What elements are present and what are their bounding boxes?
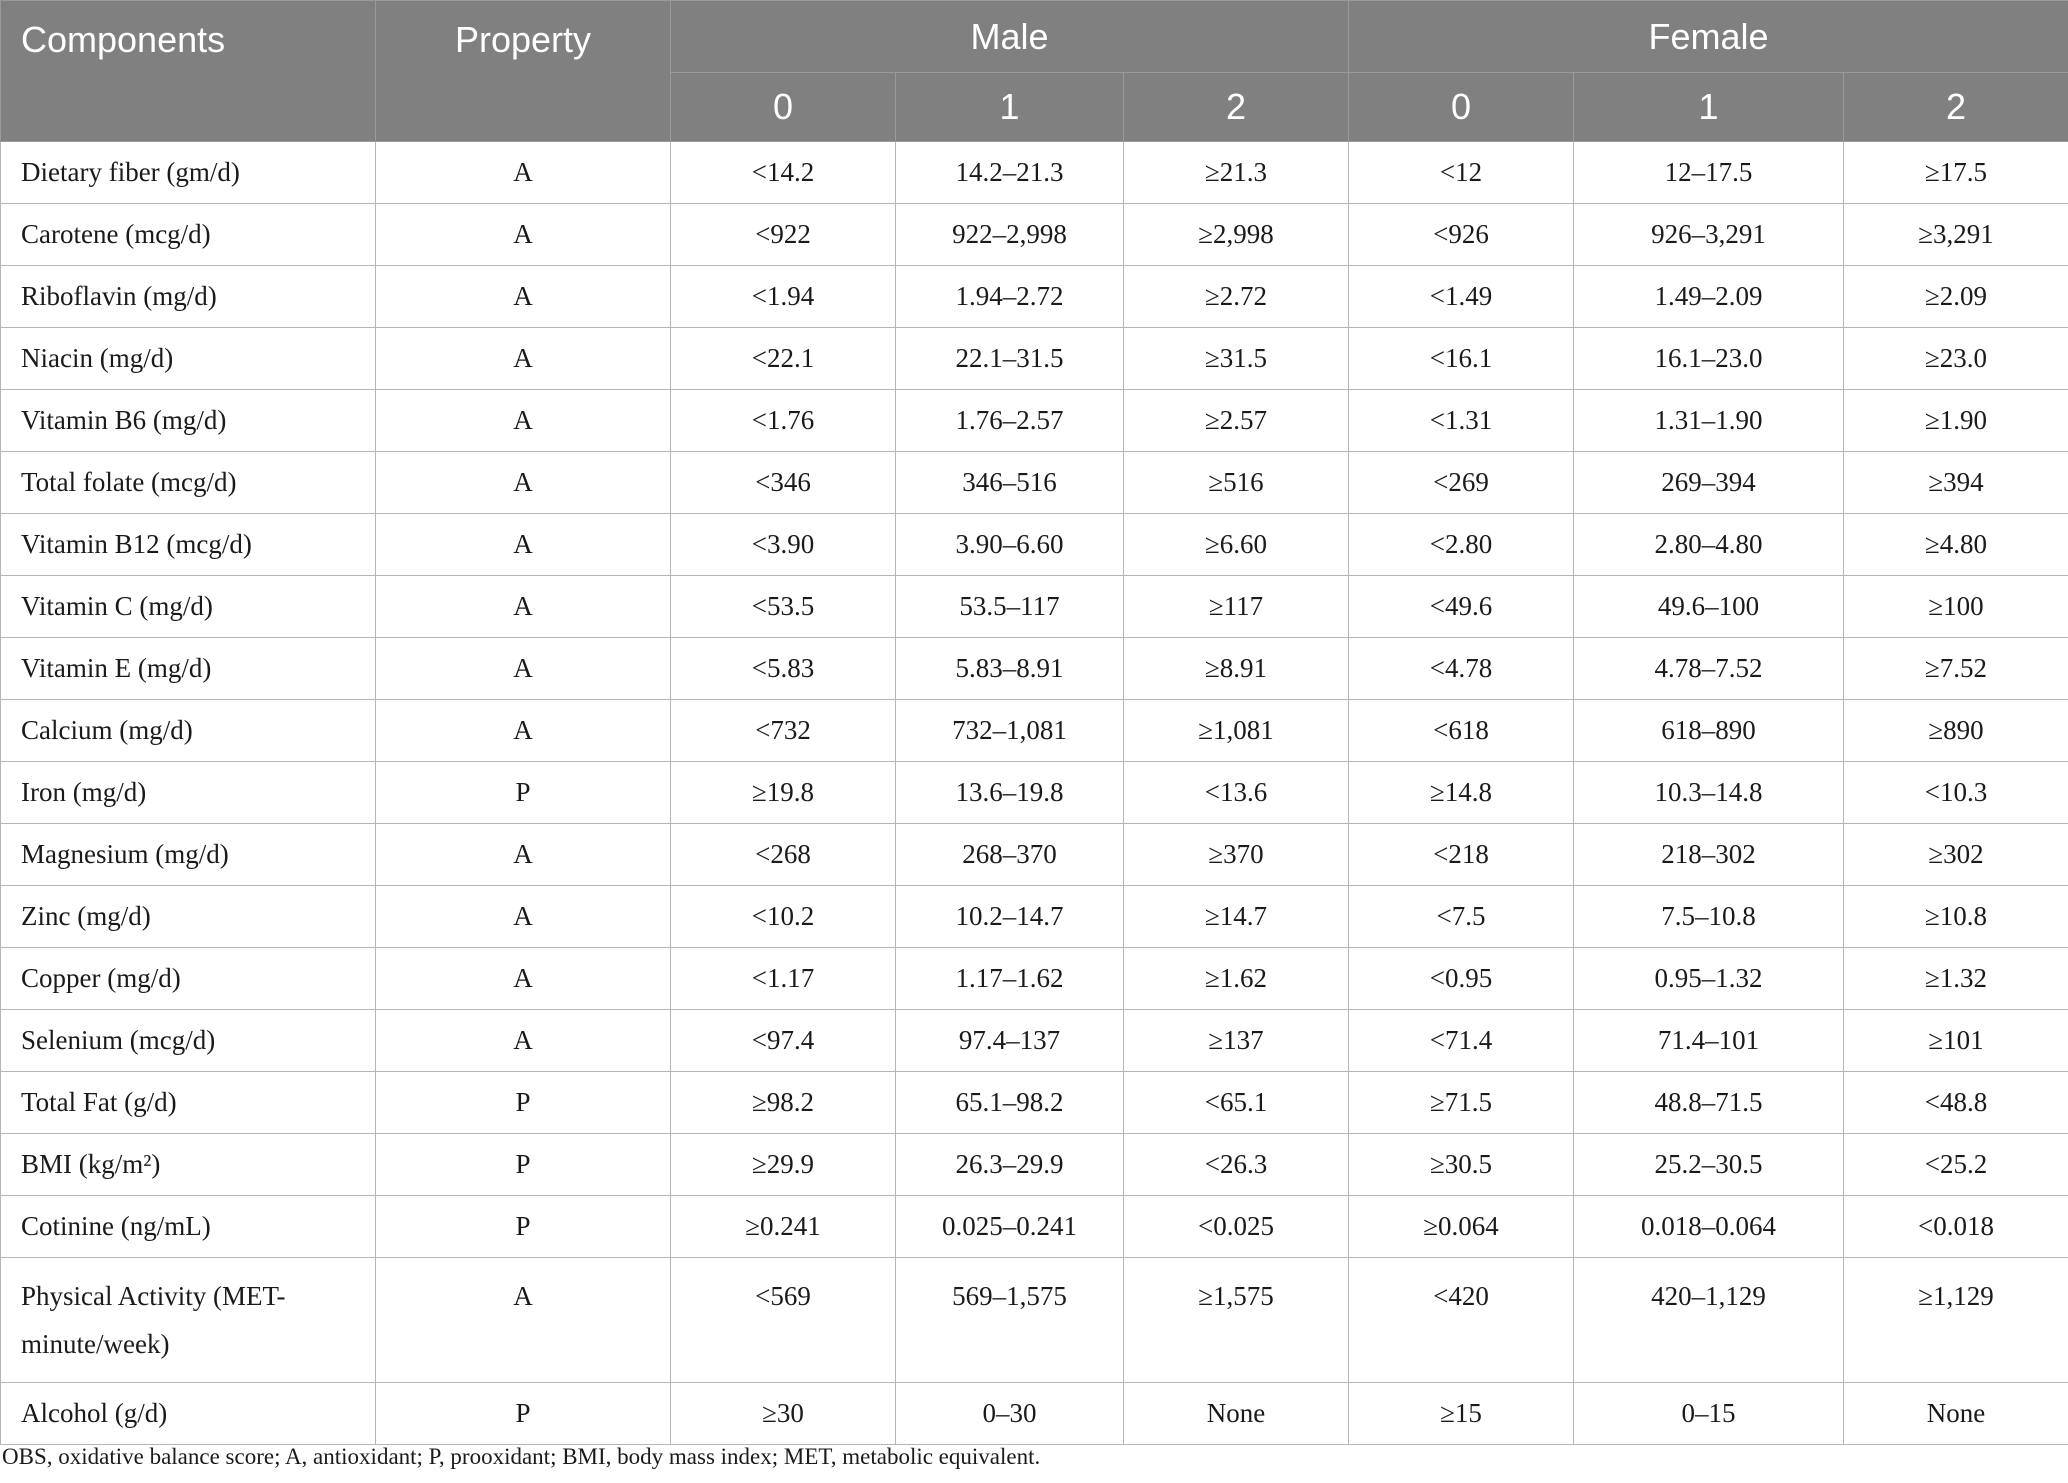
female-score-1-cell: 12–17.5 (1574, 142, 1844, 204)
table-row (1, 390, 2068, 452)
property-cell: A (376, 700, 671, 762)
component-name: Alcohol (g/d) (1, 1383, 376, 1445)
male-score-2-cell: ≥6.60 (1124, 514, 1349, 576)
female-score-0-cell: <0.95 (1349, 948, 1574, 1010)
header-score-female-1: 1 (1574, 73, 1844, 142)
female-score-0-cell: <16.1 (1349, 328, 1574, 390)
female-score-2-cell: <48.8 (1844, 1072, 2068, 1134)
header-female: Female (1349, 1, 2068, 73)
female-score-1-cell: 25.2–30.5 (1574, 1134, 1844, 1196)
header-score-female-2: 2 (1844, 73, 2068, 142)
male-score-0-cell: <1.17 (671, 948, 896, 1010)
male-score-1-cell: 1.94–2.72 (896, 266, 1124, 328)
male-score-1-cell: 97.4–137 (896, 1010, 1124, 1072)
female-score-2-cell: ≥2.09 (1844, 266, 2068, 328)
female-score-2-cell: ≥23.0 (1844, 328, 2068, 390)
male-score-1-cell: 569–1,575 (896, 1258, 1124, 1383)
table-row (1, 1258, 2068, 1383)
component-name: Cotinine (ng/mL) (1, 1196, 376, 1258)
female-score-1-cell: 10.3–14.8 (1574, 762, 1844, 824)
header-score-male-2: 2 (1124, 73, 1349, 142)
female-score-0-cell: ≥14.8 (1349, 762, 1574, 824)
female-score-1-cell: 218–302 (1574, 824, 1844, 886)
table-row (1, 204, 2068, 266)
male-score-1-cell: 53.5–117 (896, 576, 1124, 638)
male-score-2-cell: ≥1,081 (1124, 700, 1349, 762)
header-score-male-0: 0 (671, 73, 896, 142)
component-name: Vitamin C (mg/d) (1, 576, 376, 638)
male-score-2-cell: ≥31.5 (1124, 328, 1349, 390)
property-cell: A (376, 328, 671, 390)
female-score-1-cell: 48.8–71.5 (1574, 1072, 1844, 1134)
female-score-2-cell: ≥10.8 (1844, 886, 2068, 948)
table-body (1, 142, 2068, 1445)
female-score-0-cell: <49.6 (1349, 576, 1574, 638)
male-score-1-cell: 26.3–29.9 (896, 1134, 1124, 1196)
table-row (1, 266, 2068, 328)
female-score-0-cell: <420 (1349, 1258, 1574, 1383)
property-cell: A (376, 1010, 671, 1072)
table-row (1, 638, 2068, 700)
male-score-1-cell: 0.025–0.241 (896, 1196, 1124, 1258)
component-name: Vitamin B12 (mcg/d) (1, 514, 376, 576)
male-score-1-cell: 1.76–2.57 (896, 390, 1124, 452)
female-score-0-cell: <71.4 (1349, 1010, 1574, 1072)
female-score-2-cell: ≥302 (1844, 824, 2068, 886)
male-score-1-cell: 0–30 (896, 1383, 1124, 1445)
component-name: Dietary fiber (gm/d) (1, 142, 376, 204)
female-score-2-cell: ≥1.32 (1844, 948, 2068, 1010)
male-score-1-cell: 732–1,081 (896, 700, 1124, 762)
male-score-0-cell: <922 (671, 204, 896, 266)
male-score-2-cell: ≥1.62 (1124, 948, 1349, 1010)
male-score-1-cell: 65.1–98.2 (896, 1072, 1124, 1134)
male-score-2-cell: ≥14.7 (1124, 886, 1349, 948)
male-score-2-cell: ≥21.3 (1124, 142, 1349, 204)
property-cell: A (376, 142, 671, 204)
male-score-1-cell: 268–370 (896, 824, 1124, 886)
female-score-1-cell: 71.4–101 (1574, 1010, 1844, 1072)
male-score-2-cell: ≥137 (1124, 1010, 1349, 1072)
male-score-0-cell: <3.90 (671, 514, 896, 576)
male-score-2-cell: ≥2.57 (1124, 390, 1349, 452)
female-score-1-cell: 0.018–0.064 (1574, 1196, 1844, 1258)
male-score-1-cell: 10.2–14.7 (896, 886, 1124, 948)
component-name: Iron (mg/d) (1, 762, 376, 824)
table-row (1, 452, 2068, 514)
table-row (1, 886, 2068, 948)
table-header (1, 1, 2068, 142)
female-score-0-cell: ≥71.5 (1349, 1072, 1574, 1134)
property-cell: A (376, 824, 671, 886)
female-score-0-cell: ≥15 (1349, 1383, 1574, 1445)
property-cell: P (376, 762, 671, 824)
table-row (1, 1010, 2068, 1072)
male-score-0-cell: ≥30 (671, 1383, 896, 1445)
table-row (1, 948, 2068, 1010)
property-cell: A (376, 948, 671, 1010)
component-name: Niacin (mg/d) (1, 328, 376, 390)
female-score-0-cell: <269 (1349, 452, 1574, 514)
table-row (1, 824, 2068, 886)
header-row-top (1, 1, 2068, 73)
male-score-0-cell: ≥29.9 (671, 1134, 896, 1196)
table-row (1, 1134, 2068, 1196)
table-row (1, 1072, 2068, 1134)
property-cell: A (376, 266, 671, 328)
male-score-1-cell: 3.90–6.60 (896, 514, 1124, 576)
component-name: Copper (mg/d) (1, 948, 376, 1010)
male-score-0-cell: ≥98.2 (671, 1072, 896, 1134)
male-score-0-cell: <97.4 (671, 1010, 896, 1072)
female-score-0-cell: <926 (1349, 204, 1574, 266)
male-score-0-cell: <10.2 (671, 886, 896, 948)
male-score-2-cell: None (1124, 1383, 1349, 1445)
female-score-2-cell: ≥3,291 (1844, 204, 2068, 266)
female-score-0-cell: <2.80 (1349, 514, 1574, 576)
table-footnote: OBS, oxidative balance score; A, antioxidant; P, prooxidant; BMI, body mass index; MET, metabolic equivalent. (2, 1444, 1041, 1469)
component-name: Vitamin B6 (mg/d) (1, 390, 376, 452)
female-score-2-cell: None (1844, 1383, 2068, 1445)
female-score-1-cell: 7.5–10.8 (1574, 886, 1844, 948)
property-cell: A (376, 886, 671, 948)
component-name: Total folate (mcg/d) (1, 452, 376, 514)
male-score-2-cell: <65.1 (1124, 1072, 1349, 1134)
male-score-1-cell: 22.1–31.5 (896, 328, 1124, 390)
header-components: Components (1, 1, 376, 142)
table-row (1, 762, 2068, 824)
male-score-2-cell: ≥2,998 (1124, 204, 1349, 266)
property-cell: A (376, 576, 671, 638)
female-score-2-cell: <0.018 (1844, 1196, 2068, 1258)
female-score-0-cell: <1.49 (1349, 266, 1574, 328)
component-name: Carotene (mcg/d) (1, 204, 376, 266)
property-cell: P (376, 1134, 671, 1196)
female-score-1-cell: 926–3,291 (1574, 204, 1844, 266)
female-score-1-cell: 1.31–1.90 (1574, 390, 1844, 452)
male-score-0-cell: <346 (671, 452, 896, 514)
female-score-2-cell: ≥7.52 (1844, 638, 2068, 700)
female-score-2-cell: ≥4.80 (1844, 514, 2068, 576)
female-score-1-cell: 0.95–1.32 (1574, 948, 1844, 1010)
table-row (1, 576, 2068, 638)
female-score-1-cell: 618–890 (1574, 700, 1844, 762)
female-score-1-cell: 1.49–2.09 (1574, 266, 1844, 328)
male-score-0-cell: <569 (671, 1258, 896, 1383)
male-score-1-cell: 346–516 (896, 452, 1124, 514)
male-score-0-cell: <53.5 (671, 576, 896, 638)
female-score-0-cell: <7.5 (1349, 886, 1574, 948)
female-score-0-cell: <4.78 (1349, 638, 1574, 700)
female-score-1-cell: 2.80–4.80 (1574, 514, 1844, 576)
female-score-1-cell: 4.78–7.52 (1574, 638, 1844, 700)
male-score-2-cell: ≥370 (1124, 824, 1349, 886)
male-score-1-cell: 13.6–19.8 (896, 762, 1124, 824)
table-row (1, 1196, 2068, 1258)
male-score-0-cell: <5.83 (671, 638, 896, 700)
male-score-0-cell: <22.1 (671, 328, 896, 390)
property-cell: P (376, 1383, 671, 1445)
male-score-2-cell: ≥117 (1124, 576, 1349, 638)
female-score-2-cell: ≥1,129 (1844, 1258, 2068, 1383)
female-score-1-cell: 16.1–23.0 (1574, 328, 1844, 390)
property-cell: A (376, 1258, 671, 1383)
component-name: BMI (kg/m²) (1, 1134, 376, 1196)
header-property: Property (376, 1, 671, 142)
male-score-1-cell: 922–2,998 (896, 204, 1124, 266)
female-score-2-cell: ≥100 (1844, 576, 2068, 638)
male-score-0-cell: <14.2 (671, 142, 896, 204)
component-name: Zinc (mg/d) (1, 886, 376, 948)
table-row (1, 514, 2068, 576)
male-score-2-cell: <13.6 (1124, 762, 1349, 824)
female-score-2-cell: ≥394 (1844, 452, 2068, 514)
female-score-0-cell: <218 (1349, 824, 1574, 886)
male-score-2-cell: ≥1,575 (1124, 1258, 1349, 1383)
table-row (1, 700, 2068, 762)
female-score-0-cell: <12 (1349, 142, 1574, 204)
female-score-2-cell: <10.3 (1844, 762, 2068, 824)
male-score-0-cell: ≥19.8 (671, 762, 896, 824)
component-name: Total Fat (g/d) (1, 1072, 376, 1134)
female-score-0-cell: <618 (1349, 700, 1574, 762)
header-male: Male (671, 1, 1349, 73)
male-score-2-cell: ≥8.91 (1124, 638, 1349, 700)
property-cell: A (376, 452, 671, 514)
component-name: Magnesium (mg/d) (1, 824, 376, 886)
female-score-1-cell: 420–1,129 (1574, 1258, 1844, 1383)
male-score-1-cell: 14.2–21.3 (896, 142, 1124, 204)
female-score-2-cell: <25.2 (1844, 1134, 2068, 1196)
female-score-0-cell: ≥0.064 (1349, 1196, 1574, 1258)
male-score-2-cell: <26.3 (1124, 1134, 1349, 1196)
female-score-2-cell: ≥1.90 (1844, 390, 2068, 452)
male-score-2-cell: ≥2.72 (1124, 266, 1349, 328)
component-name: Vitamin E (mg/d) (1, 638, 376, 700)
female-score-0-cell: <1.31 (1349, 390, 1574, 452)
property-cell: A (376, 390, 671, 452)
header-score-female-0: 0 (1349, 73, 1574, 142)
component-name: Selenium (mcg/d) (1, 1010, 376, 1072)
male-score-0-cell: <1.94 (671, 266, 896, 328)
male-score-0-cell: <732 (671, 700, 896, 762)
male-score-2-cell: <0.025 (1124, 1196, 1349, 1258)
property-cell: A (376, 204, 671, 266)
table-row (1, 328, 2068, 390)
table-row (1, 1383, 2068, 1445)
component-name: Calcium (mg/d) (1, 700, 376, 762)
table-row (1, 142, 2068, 204)
female-score-1-cell: 0–15 (1574, 1383, 1844, 1445)
female-score-2-cell: ≥890 (1844, 700, 2068, 762)
component-name: Physical Activity (MET-minute/week) (1, 1258, 376, 1383)
property-cell: A (376, 514, 671, 576)
male-score-0-cell: <268 (671, 824, 896, 886)
female-score-1-cell: 269–394 (1574, 452, 1844, 514)
female-score-2-cell: ≥101 (1844, 1010, 2068, 1072)
header-score-male-1: 1 (896, 73, 1124, 142)
property-cell: P (376, 1072, 671, 1134)
male-score-0-cell: ≥0.241 (671, 1196, 896, 1258)
male-score-1-cell: 5.83–8.91 (896, 638, 1124, 700)
component-name: Riboflavin (mg/d) (1, 266, 376, 328)
female-score-1-cell: 49.6–100 (1574, 576, 1844, 638)
property-cell: P (376, 1196, 671, 1258)
male-score-0-cell: <1.76 (671, 390, 896, 452)
female-score-2-cell: ≥17.5 (1844, 142, 2068, 204)
male-score-2-cell: ≥516 (1124, 452, 1349, 514)
property-cell: A (376, 638, 671, 700)
female-score-0-cell: ≥30.5 (1349, 1134, 1574, 1196)
male-score-1-cell: 1.17–1.62 (896, 948, 1124, 1010)
